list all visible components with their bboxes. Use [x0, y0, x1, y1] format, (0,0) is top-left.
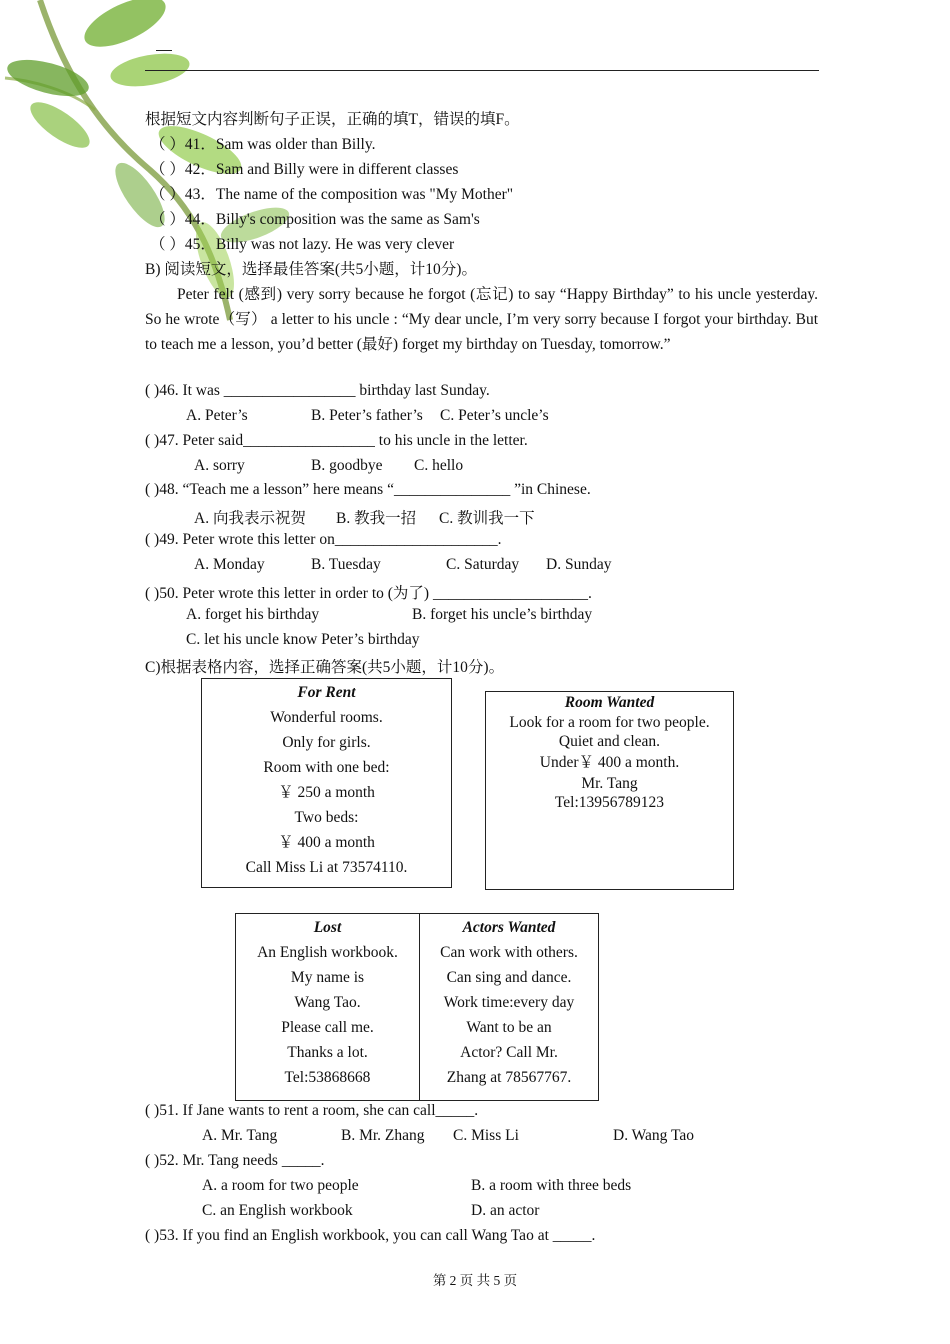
- q48-option-a: A. 向我表示祝贺: [194, 510, 306, 527]
- q48-option-b: B. 教我一招: [336, 510, 417, 527]
- room-wanted-line: Under￥ 400 a month.: [539, 754, 680, 771]
- question-44: （ ）44．Billy's composition was the same as Sam's: [150, 211, 480, 228]
- question-53: ( )53. If you find an English workbook, you can call Wang Tao at _____.: [145, 1227, 596, 1244]
- actors-wanted-line: Actor? Call Mr.: [460, 1044, 558, 1061]
- for-rent-line: ￥ 250 a month: [278, 784, 375, 801]
- room-wanted-line: Tel:13956789123: [554, 794, 665, 811]
- lost-line: My name is: [290, 969, 365, 986]
- room-wanted-notice: [485, 691, 734, 890]
- header-mark: [156, 50, 172, 51]
- question-48: ( )48. “Teach me a lesson” here means “_______________ ”in Chinese.: [145, 481, 591, 498]
- question-52: ( )52. Mr. Tang needs _____.: [145, 1152, 325, 1169]
- page-footer: 第 2 页 共 5 页: [432, 1273, 518, 1288]
- room-wanted-line: Look for a room for two people.: [509, 714, 710, 731]
- q49-option-c: C. Saturday: [446, 556, 520, 573]
- for-rent-line: Only for girls.: [282, 734, 371, 751]
- q48-option-c: C. 教训我一下: [439, 510, 535, 527]
- room-wanted-line: Quiet and clean.: [558, 733, 661, 750]
- for-rent-notice: [201, 678, 452, 888]
- lost-line: Tel:53868668: [284, 1069, 371, 1086]
- question-51: ( )51. If Jane wants to rent a room, she can call_____.: [145, 1102, 479, 1119]
- question-41: （ ）41．Sam was older than Billy.: [150, 136, 376, 153]
- actors-wanted-line: Work time:every day: [443, 994, 575, 1011]
- actors-wanted-notice: [420, 914, 598, 1100]
- question-49: ( )49. Peter wrote this letter on_____________________.: [145, 531, 502, 548]
- q51-option-c: C. Miss Li: [453, 1127, 519, 1144]
- q52-option-c: C. an English workbook: [202, 1202, 353, 1219]
- question-46: ( )46. It was _________________ birthday last Sunday.: [145, 382, 490, 399]
- q52-option-b: B. a room with three beds: [471, 1177, 632, 1194]
- actors-wanted-line: Zhang at 78567767.: [446, 1069, 572, 1086]
- lost-notice: [236, 914, 419, 1100]
- for-rent-line: Two beds:: [294, 809, 359, 826]
- lost-line: Wang Tao.: [294, 994, 361, 1011]
- question-47: ( )47. Peter said_________________ to his uncle in the letter.: [145, 432, 528, 449]
- lost-title: Lost: [313, 919, 342, 936]
- q50-option-b: B. forget his uncle’s birthday: [412, 606, 593, 623]
- q52-option-d: D. an actor: [471, 1202, 540, 1219]
- question-42: （ ）42．Sam and Billy were in different classes: [150, 161, 459, 178]
- section-a-instruction: 根据短文内容判断句子正误，正确的填T，错误的填F。: [145, 111, 520, 128]
- room-wanted-title: Room Wanted: [564, 694, 655, 711]
- section-c-instruction: C)根据表格内容，选择正确答案(共5小题，计10分)。: [145, 659, 505, 676]
- room-wanted-line: Mr. Tang: [581, 775, 638, 792]
- q52-option-a: A. a room for two people: [202, 1177, 359, 1194]
- question-43: （ ）43．The name of the composition was "My Mother": [150, 186, 514, 203]
- q50-option-a: A. forget his birthday: [186, 606, 320, 623]
- notices-table: [235, 913, 599, 1101]
- for-rent-line: Wonderful rooms.: [270, 709, 383, 726]
- q49-option-a: A. Monday: [194, 556, 265, 573]
- lost-line: Please call me.: [281, 1019, 374, 1036]
- q49-option-d: D. Sunday: [546, 556, 612, 573]
- q47-option-a: A. sorry: [194, 457, 245, 474]
- reading-passage: Peter felt (感到) very sorry because he forgot (忘记) to say “Happy Birthday” to his uncle yesterday. So he wrote（写） a letter to his uncle : “My dear uncle, I’m very sorry because I forgot your birthday. But to teach me a lesson, you’d better (最好) forget my birthday on Tuesday, tomorrow.”: [145, 286, 818, 353]
- q51-option-a: A. Mr. Tang: [202, 1127, 278, 1144]
- actors-wanted-title: Actors Wanted: [462, 919, 556, 936]
- actors-wanted-line: Want to be an: [466, 1019, 552, 1036]
- for-rent-title: For Rent: [297, 684, 356, 701]
- q46-option-b: B. Peter’s father’s: [311, 407, 423, 424]
- q49-option-b: B. Tuesday: [311, 556, 381, 573]
- actors-wanted-line: Can work with others.: [440, 944, 578, 961]
- q50-option-c: C. let his uncle know Peter’s birthday: [186, 631, 420, 648]
- q47-option-c: C. hello: [414, 457, 464, 474]
- question-50: ( )50. Peter wrote this letter in order to (为了) ____________________.: [145, 585, 592, 602]
- lost-line: An English workbook.: [257, 944, 398, 961]
- question-45: （ ）45．Billy was not lazy. He was very clever: [150, 236, 455, 253]
- for-rent-line: Call Miss Li at 73574110.: [245, 859, 408, 876]
- actors-wanted-line: Can sing and dance.: [446, 969, 572, 986]
- lost-line: Thanks a lot.: [287, 1044, 368, 1061]
- q46-option-a: A. Peter’s: [186, 407, 248, 424]
- header-rule: [145, 70, 819, 71]
- q46-option-c: C. Peter’s uncle’s: [440, 407, 549, 424]
- for-rent-line: Room with one bed:: [263, 759, 390, 776]
- q51-option-b: B. Mr. Zhang: [341, 1127, 425, 1144]
- section-b-instruction: B) 阅读短文，选择最佳答案(共5小题，计10分)。: [145, 261, 477, 278]
- q51-option-d: D. Wang Tao: [613, 1127, 695, 1144]
- for-rent-line: ￥ 400 a month: [278, 834, 375, 851]
- q47-option-b: B. goodbye: [311, 457, 383, 474]
